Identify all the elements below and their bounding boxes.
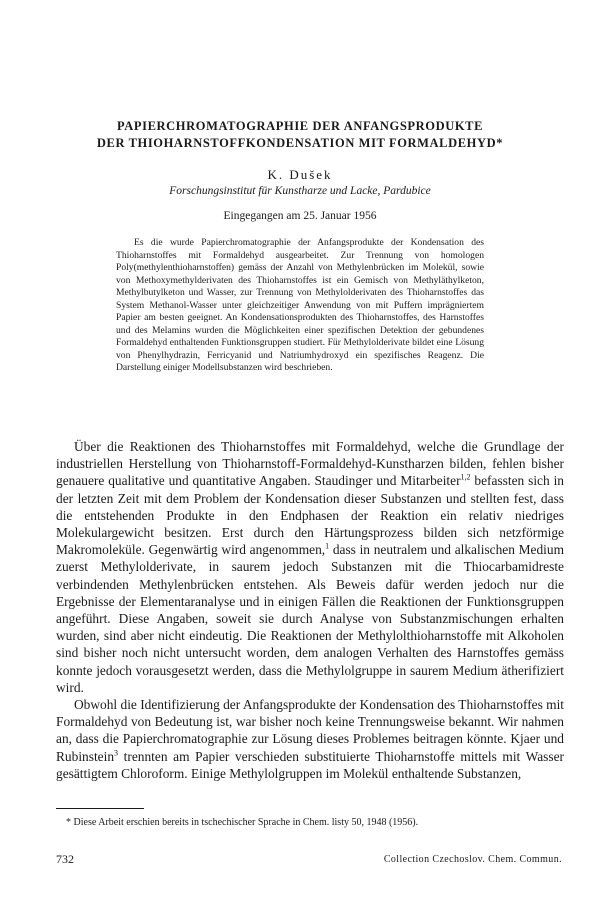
footnote: * Diese Arbeit erschien bereits in tschechischer Sprache in Chem. listy 50, 1948 (1956). [66, 817, 419, 828]
p1-text-b: befassten sich in der letzten Zeit mit dem Problem der Kondensation dieser Substanzen und stellten fest, dass die entstehenden Produkte in den Endphasen der Reaktion ein relativ niedriges Molekulargewicht besitzen. Erst durch den Härtungsprozess bilden sich netzförmige Makromoleküle. Gegenwärtig wird angenommen, [56, 473, 564, 558]
paragraph-2 [56, 696, 564, 782]
article-title [60, 118, 540, 152]
title-line-2: DER THIOHARNSTOFFKONDENSATION MIT FORMALDEHYD* [96, 136, 504, 150]
ref-superscript: 1 [325, 541, 330, 551]
p1-text-a: Über die Reaktionen des Thioharnstoffes mit Formaldehyd, welche die Grundlage der industriellen Herstellung von Thioharnstoff-Formaldehyd-Kunstharzen bilden, fehlen bisher genauere qualitative und quantitative Angaben. Staudinger und Mitarbeiter [56, 439, 564, 489]
p2-text-b: trennten am Papier verschieden substituierte Thioharnstoffe mittels mit Wasser gesättigtem Chloroform. Einige Methylolgruppen im Molekül enthaltende Substanzen, [56, 748, 564, 781]
paragraph-1 [56, 438, 564, 696]
received-date: Eingegangen am 25. Januar 1956 [223, 210, 377, 222]
journal-name: Collection Czechoslov. Chem. Commun. [383, 854, 562, 865]
body-text [56, 438, 564, 782]
ref-superscript: 1,2 [460, 472, 471, 482]
p1-text-c: dass in neutralem und alkalischen Medium zuerst Methylolderivate, in saurem jedoch Substanzen mit die Thiocarbamidreste verbindenden Methylenbrücken entstehen. Als Beweis dafür werden jedoch nur die Ergebnisse der Elementaranalyse und in einigen Fällen die Reaktionen der Funktionsgruppen angeführt. Diese Angaben, soweit sie durch Analyse von Substanzmischungen erhalten wurden, sind aber nicht eindeutig. Die Reaktionen der Methylolthioharnstoffe mit Alkoholen sind bisher noch nicht untersucht worden, dem analogen Verhalten des Harnstoffes gemäss konnte jedoch vorausgesetzt werden, dass die Methylolgruppe in saurem Medium ätherifiziert wird. [56, 542, 564, 695]
ref-superscript: 3 [114, 748, 119, 758]
affiliation: Forschungsinstitut für Kunstharze und Lacke, Pardubice [169, 185, 431, 197]
footnote-divider [56, 808, 144, 809]
page-number: 732 [56, 852, 74, 866]
p2-text-a: Obwohl die Identifizierung der Anfangsprodukte der Kondensation des Thioharnstoffes mit Formaldehyd von Bedeutung ist, war bisher noch keine Trennungsweise bekannt. Wir nahmen an, dass die Papierchromatographie zur Lösung dieses Problemes beitragen könnte. Kjaer und Rubinstein [56, 697, 565, 764]
author-name: K. Dušek [267, 167, 333, 182]
title-line-1: PAPIERCHROMATOGRAPHIE DER ANFANGSPRODUKTE [116, 119, 484, 133]
abstract: Es die wurde Papierchromatographie der Anfangsprodukte der Kondensation des Thioharnstoffes mit Formaldehyd ausgearbeitet. Zur Trennung von homologen Poly(methylenthioharnstoffen) gemäss der Anzahl von Methylenbrücken im Molekül, sowie von Methoxymethylderivaten des Thioharnstoffes ist ein Gemisch von Methyläthylketon, Methylbutylketon und Wasser, zur Trennung von Methylolderivaten des Thioharnstoffes das System Methanol-Wasser unter gleichzeitiger Anwendung von mit Puffern imprägniertem Papier am besten geeignet. An Kondensationsprodukten des Thioharnstoffes, des Harnstoffes und des Melamins wurden die Möglichkeiten einer spezifischen Detektion der gebundenes Formaldehyd enthaltenden Funktionsgruppen studiert. Für Methylolderivate bildet eine Lösung von Phenylhydrazin, Ferricyanid und Natriumhydroxyd ein spezifisches Reagenz. Die Darstellung einiger Modellsubstanzen wird beschrieben. [116, 237, 484, 373]
